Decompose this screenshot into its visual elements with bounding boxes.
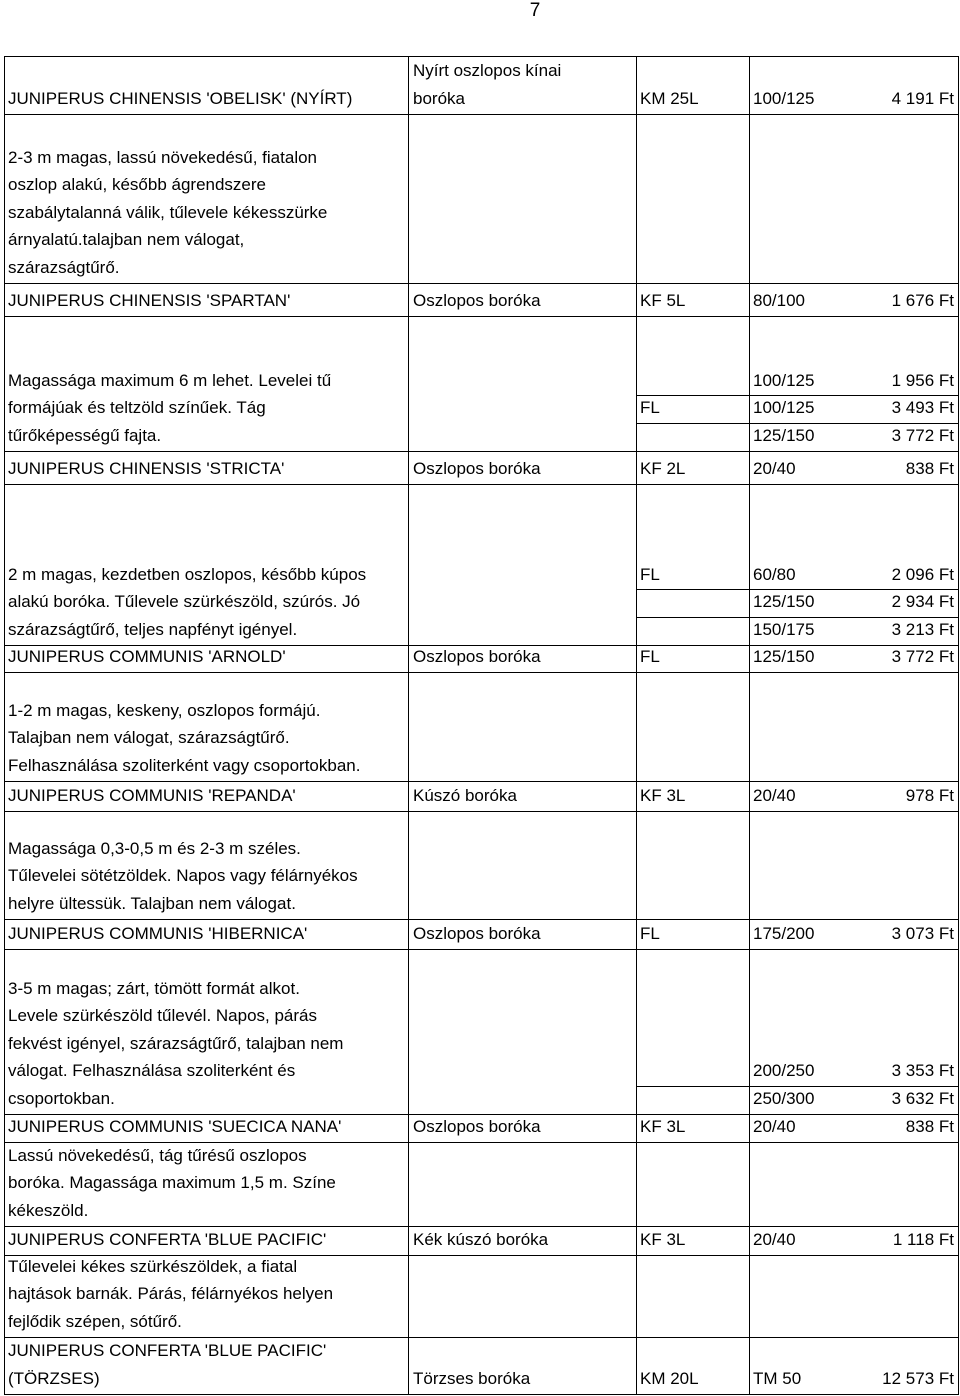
description-line: fejlődik szépen, sótűrő.	[8, 1311, 182, 1331]
plant-size: 20/40	[753, 458, 796, 478]
description-line: Tűlevelei kékes szürkészöldek, a fiatal	[8, 1256, 298, 1276]
price: 3 353 Ft	[891, 1061, 954, 1080]
price: 3 772 Ft	[891, 425, 954, 445]
row-border	[4, 1394, 959, 1395]
plant-common-name: Oszlopos boróka	[413, 1116, 541, 1136]
description-line: formájúak és teltzöld színűek. Tág	[8, 398, 266, 417]
column-border	[749, 484, 750, 645]
column-border	[749, 672, 750, 781]
column-border	[408, 919, 409, 949]
column-border	[408, 484, 409, 645]
plant-common-name: Kúszó boróka	[413, 785, 517, 805]
plant-common-name: Oszlopos boróka	[413, 646, 541, 666]
plant-latin-name: JUNIPERUS COMMUNIS 'HIBERNICA'	[8, 923, 308, 943]
column-border	[408, 811, 409, 919]
description-line: 2-3 m magas, lassú növekedésű, fiatalon	[8, 147, 318, 167]
price: 2 096 Ft	[891, 564, 954, 584]
plant-size: 125/150	[753, 592, 815, 611]
column-border	[636, 1142, 637, 1226]
price: 1 956 Ft	[891, 370, 954, 390]
plant-common-name: Oszlopos boróka	[413, 923, 541, 943]
plant-size: 125/150	[753, 646, 815, 666]
column-border	[636, 811, 637, 919]
price: 838 Ft	[905, 1116, 954, 1136]
column-border	[408, 672, 409, 781]
container-size: KF 3L	[640, 1229, 686, 1249]
column-border	[749, 811, 750, 919]
container-size: FL	[640, 923, 660, 943]
plant-latin-name: JUNIPERUS COMMUNIS 'SUECICA NANA'	[8, 1116, 342, 1136]
container-size: KF 3L	[640, 785, 686, 805]
column-border	[749, 283, 750, 316]
plant-size: 150/175	[753, 619, 815, 639]
column-border	[636, 316, 637, 451]
container-size: KF 5L	[640, 290, 686, 310]
description-line: oszlop alakú, később ágrendszere	[8, 175, 266, 194]
container-size: KM 20L	[640, 1368, 699, 1388]
row-border	[4, 949, 959, 950]
column-border	[749, 114, 750, 283]
column-border	[749, 316, 750, 451]
description-line: szárazságtűrő.	[8, 257, 120, 277]
price: 3 073 Ft	[891, 923, 954, 943]
price: 1 118 Ft	[892, 1229, 954, 1249]
column-border	[749, 919, 750, 949]
plant-latin-name: JUNIPERUS CHINENSIS 'STRICTA'	[8, 458, 285, 478]
row-border	[4, 484, 959, 485]
column-border	[408, 1255, 409, 1337]
description-line: 1-2 m magas, keskeny, oszlopos formájú.	[8, 700, 321, 720]
description-line: Magassága maximum 6 m lehet. Levelei tű	[8, 370, 332, 390]
column-border	[636, 114, 637, 283]
plant-latin-name: JUNIPERUS COMMUNIS 'ARNOLD'	[8, 646, 286, 666]
column-border	[749, 451, 750, 484]
price: 1 676 Ft	[891, 290, 954, 310]
plant-size: 80/100	[753, 290, 805, 310]
description-line: fekvést igényel, szárazságtűrő, talajban nem	[8, 1033, 344, 1053]
column-border	[408, 645, 409, 672]
plant-latin-name: (TÖRZSES)	[8, 1368, 100, 1388]
plant-latin-name: JUNIPERUS CONFERTA 'BLUE PACIFIC'	[8, 1341, 327, 1360]
plant-size: TM 50	[753, 1368, 802, 1388]
column-border	[636, 56, 637, 114]
column-border	[408, 949, 409, 1114]
page-number: 7	[529, 0, 541, 21]
plant-size: 250/300	[753, 1088, 815, 1108]
description-line: árnyalatú.talajban nem válogat,	[8, 230, 245, 249]
column-border	[636, 645, 637, 672]
row-border	[4, 114, 959, 115]
column-border	[408, 1142, 409, 1226]
column-border	[636, 949, 637, 1114]
column-border	[408, 1114, 409, 1142]
column-border	[749, 645, 750, 672]
description-line: Levele szürkészöld tűlevél. Napos, párás	[8, 1006, 317, 1025]
price: 3 772 Ft	[891, 646, 954, 666]
description-line: 3-5 m magas; zárt, tömött formát alkot.	[8, 978, 300, 998]
description-line: 2 m magas, kezdetben oszlopos, később kúpos	[8, 564, 367, 584]
column-border	[636, 283, 637, 316]
column-border	[4, 56, 5, 1394]
plant-size: 20/40	[753, 1229, 796, 1249]
price: 3 213 Ft	[891, 619, 954, 639]
column-border	[749, 56, 750, 114]
plant-size: 100/125	[753, 370, 815, 390]
plant-size: 60/80	[753, 564, 796, 584]
plant-common-name: boróka	[413, 88, 465, 108]
column-border	[408, 316, 409, 451]
plant-size: 100/125	[753, 398, 815, 417]
plant-latin-name: JUNIPERUS CHINENSIS 'OBELISK' (NYÍRT)	[8, 88, 353, 108]
plant-size: 100/125	[753, 88, 815, 108]
row-border	[4, 811, 959, 812]
plant-latin-name: JUNIPERUS COMMUNIS 'REPANDA'	[8, 785, 296, 805]
container-size: FL	[640, 646, 660, 666]
description-line: válogat. Felhasználása szoliterként és	[8, 1061, 296, 1080]
column-border	[958, 56, 959, 1394]
column-border	[749, 781, 750, 811]
plant-common-name: Nyírt oszlopos kínai	[413, 61, 562, 80]
plant-common-name: Oszlopos boróka	[413, 290, 541, 310]
column-border	[749, 1226, 750, 1255]
description-line: alakú boróka. Tűlevele szürkészöld, szúrós. Jó	[8, 592, 361, 611]
column-border	[749, 949, 750, 1114]
column-border	[408, 1337, 409, 1394]
description-line: Tűlevelei sötétzöldek. Napos vagy félárnyékos	[8, 866, 358, 885]
column-border	[408, 781, 409, 811]
container-size: KM 25L	[640, 88, 699, 108]
description-line: Talajban nem válogat, szárazságtűrő.	[8, 728, 290, 747]
plant-common-name: Törzses boróka	[413, 1368, 531, 1388]
plant-common-name: Kék kúszó boróka	[413, 1229, 549, 1249]
column-border	[636, 1337, 637, 1394]
column-border	[636, 781, 637, 811]
description-line: hajtások barnák. Párás, félárnyékos helyen	[8, 1284, 334, 1303]
column-border	[408, 56, 409, 114]
container-size: KF 3L	[640, 1116, 686, 1136]
column-border	[408, 283, 409, 316]
plant-size: 20/40	[753, 1116, 796, 1136]
row-border	[4, 316, 959, 317]
row-border	[4, 451, 959, 452]
column-border	[636, 1114, 637, 1142]
price: 2 934 Ft	[891, 592, 954, 611]
description-line: helyre ültessük. Talajban nem válogat.	[8, 893, 296, 913]
price: 3 632 Ft	[891, 1088, 954, 1108]
price: 12 573 Ft	[882, 1368, 954, 1388]
column-border	[636, 1255, 637, 1337]
price: 978 Ft	[905, 785, 954, 805]
plant-latin-name: JUNIPERUS CHINENSIS 'SPARTAN'	[8, 290, 291, 310]
container-size: KF 2L	[640, 458, 686, 478]
container-size: FL	[640, 398, 660, 417]
row-border	[4, 283, 959, 284]
column-border	[636, 484, 637, 645]
column-border	[749, 1114, 750, 1142]
description-line: boróka. Magassága maximum 1,5 m. Színe	[8, 1173, 336, 1192]
container-size: FL	[640, 564, 660, 584]
plant-size: 175/200	[753, 923, 815, 943]
description-line: Felhasználása szoliterként vagy csoportokban.	[8, 755, 361, 775]
price: 3 493 Ft	[891, 398, 954, 417]
column-border	[408, 1226, 409, 1255]
price: 838 Ft	[905, 458, 954, 478]
column-border	[749, 1337, 750, 1394]
description-line: szabálytalanná válik, tűlevele kékesszürke	[8, 202, 328, 222]
column-border	[408, 451, 409, 484]
plant-size: 200/250	[753, 1061, 815, 1080]
plant-common-name: Oszlopos boróka	[413, 458, 541, 478]
description-line: szárazságtűrő, teljes napfényt igényel.	[8, 619, 298, 639]
row-border	[4, 672, 959, 673]
column-border	[636, 672, 637, 781]
description-line: csoportokban.	[8, 1088, 115, 1108]
description-line: tűrőképességű fajta.	[8, 425, 162, 445]
column-border	[636, 919, 637, 949]
column-border	[408, 114, 409, 283]
plant-size: 125/150	[753, 425, 815, 445]
column-border	[749, 1142, 750, 1226]
description-line: Lassú növekedésű, tág tűrésű oszlopos	[8, 1145, 307, 1165]
column-border	[636, 1226, 637, 1255]
column-border	[749, 1255, 750, 1337]
plant-size: 20/40	[753, 785, 796, 805]
description-line: kékeszöld.	[8, 1200, 89, 1220]
plant-latin-name: JUNIPERUS CONFERTA 'BLUE PACIFIC'	[8, 1229, 327, 1249]
column-border	[636, 451, 637, 484]
price: 4 191 Ft	[891, 88, 954, 108]
description-line: Magassága 0,3-0,5 m és 2-3 m széles.	[8, 838, 301, 858]
